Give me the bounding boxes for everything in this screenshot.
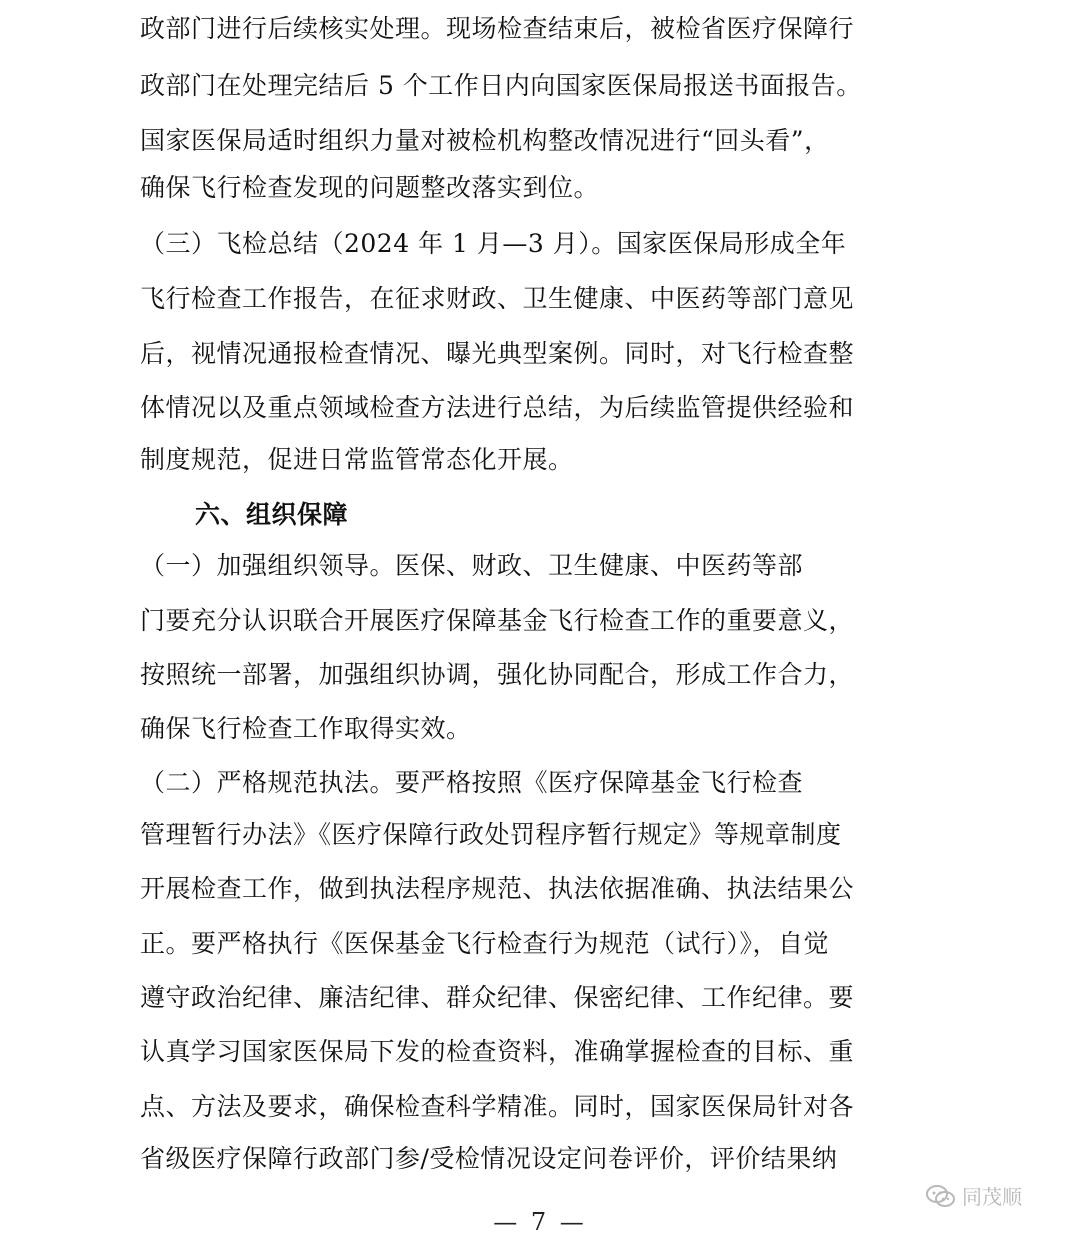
text-line-4: 确保飞行检查发现的问题整改落实到位。 <box>140 173 600 202</box>
text-line-9: 制度规范，促进日常监管常态化开展。 <box>140 445 574 474</box>
text-line-8: 体情况以及重点领域检查方法进行总结，为后续监管提供经验和 <box>140 393 855 422</box>
section-heading: 六、组织保障 <box>195 500 349 529</box>
text-line-20: 认真学习国家医保局下发的检查资料，准确掌握检查的目标、重 <box>140 1037 855 1066</box>
text-line-3: 国家医保局适时组织力量对被检机构整改情况进行“回头看”， <box>140 126 830 155</box>
watermark-text: 同茂顺 <box>962 1185 1022 1209</box>
text-line-16: 管理暂行办法》《医疗保障行政处罚程序暂行规定》等规章制度 <box>140 820 842 849</box>
text-line-18: 正。要严格执行《医保基金飞行检查行为规范（试行）》，自觉 <box>140 929 830 958</box>
section-summary-line: （三）飞检总结（2024 年 1 月—3 月）。国家医保局形成全年 <box>140 229 847 258</box>
text-line-6: 飞行检查工作报告，在征求财政、卫生健康、中医药等部门意见 <box>140 284 855 313</box>
text-line-12: 门要充分认识联合开展医疗保障基金飞行检查工作的重要意义， <box>140 606 855 635</box>
subsection-enforcement-line: （二）严格规范执法。要严格按照《医疗保障基金飞行检查 <box>140 768 804 797</box>
page-number: — 7 — <box>493 1208 587 1236</box>
subsection-leadership-line: （一）加强组织领导。医保、财政、卫生健康、中医药等部 <box>140 551 804 580</box>
text-line-14: 确保飞行检查工作取得实效。 <box>140 714 472 743</box>
text-line-1: 政部门进行后续核实处理。现场检查结束后，被检省医疗保障行 <box>140 14 855 43</box>
text-line-17: 开展检查工作，做到执法程序规范、执法依据准确、执法结果公 <box>140 874 855 903</box>
text-line-7: 后，视情况通报检查情况、曝光典型案例。同时，对飞行检查整 <box>140 339 855 368</box>
text-line-22: 省级医疗保障行政部门参/受检情况设定问卷评价，评价结果纳 <box>140 1144 838 1173</box>
text-line-21: 点、方法及要求，确保检查科学精准。同时，国家医保局针对各 <box>140 1092 855 1121</box>
text-line-19: 遵守政治纪律、廉洁纪律、群众纪律、保密纪律、工作纪律。要 <box>140 983 855 1012</box>
text-line-2: 政部门在处理完结后 5 个工作日内向国家医保局报送书面报告。 <box>140 71 862 100</box>
text-line-13: 按照统一部署，加强组织协调，强化协同配合，形成工作合力， <box>140 660 855 689</box>
